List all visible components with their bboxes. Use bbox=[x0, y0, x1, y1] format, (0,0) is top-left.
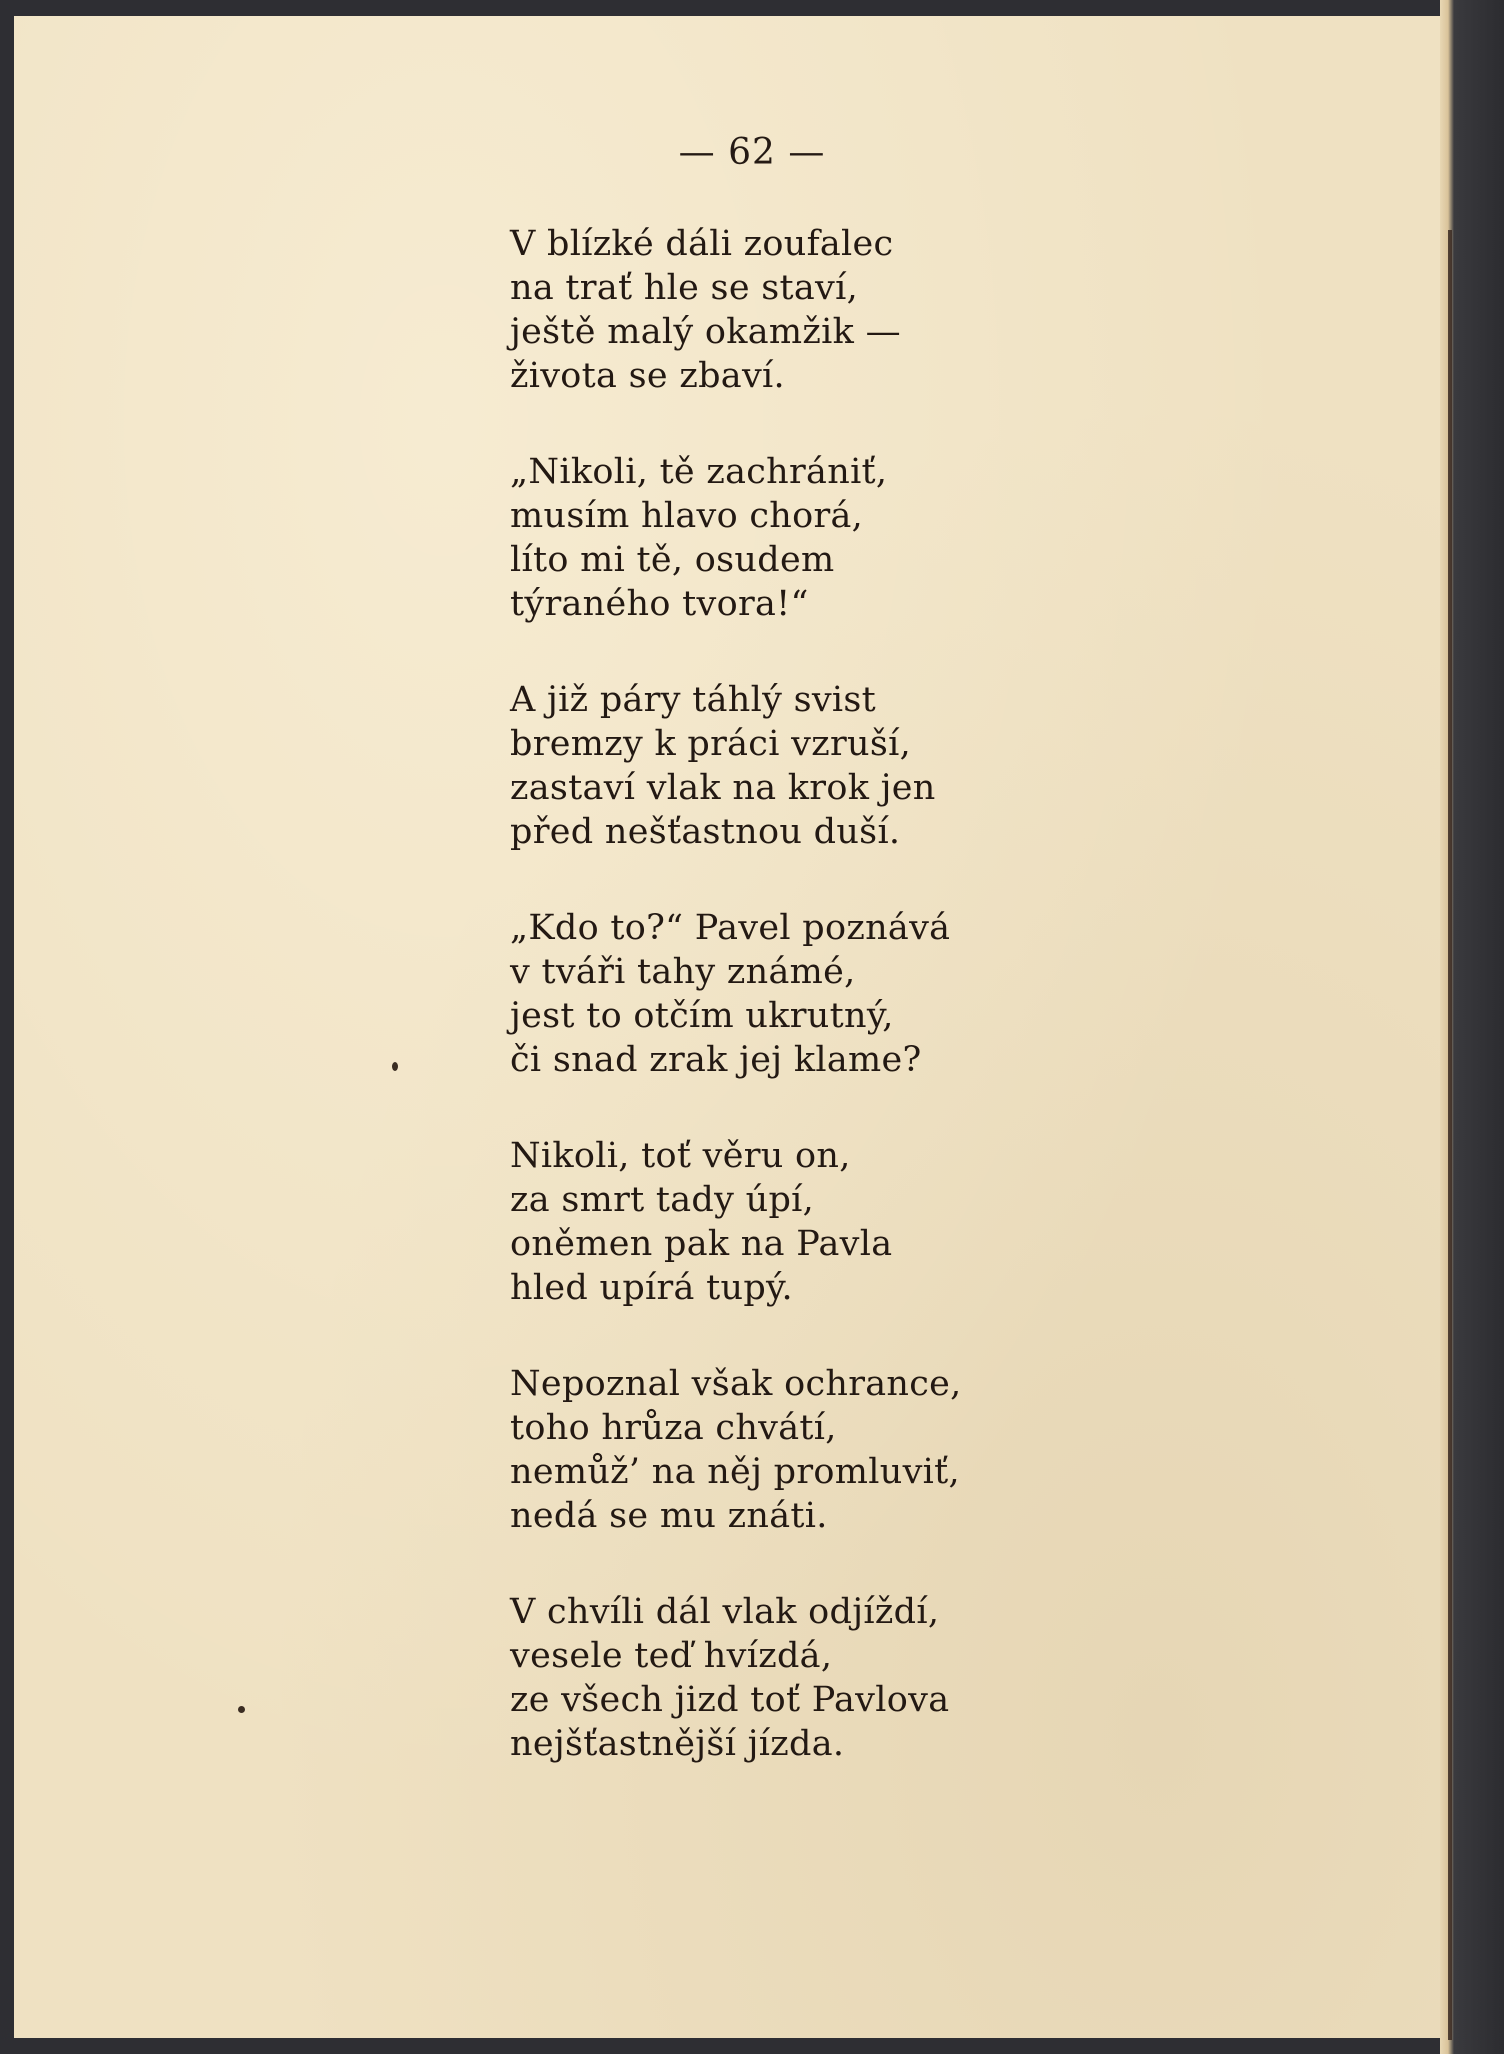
gutter-shadow bbox=[1448, 230, 1452, 2040]
stanza bbox=[510, 222, 1410, 398]
poem-line: hled upírá tupý. bbox=[510, 1268, 793, 1308]
stanza bbox=[510, 1590, 1410, 1766]
poem-line: před nešťastnou duší. bbox=[510, 812, 901, 852]
poem-line: za smrt tady úpí, bbox=[510, 1180, 815, 1220]
ink-speck bbox=[238, 1706, 245, 1713]
stanza bbox=[510, 678, 1410, 854]
poem-line: „Nikoli, tě zachrániť, bbox=[510, 452, 888, 492]
poem-line: toho hrůza chvátí, bbox=[510, 1408, 837, 1448]
stanza bbox=[510, 1362, 1410, 1538]
poem-line: v tváři tahy známé, bbox=[510, 952, 856, 992]
poem-line: nemůž’ na něj promluviť, bbox=[510, 1452, 960, 1492]
poem-line: nejšťastnější jízda. bbox=[510, 1724, 845, 1764]
poem-line: či snad zrak jej klame? bbox=[510, 1040, 922, 1080]
poem-line: týraného tvora!“ bbox=[510, 584, 809, 624]
poem-line: Nepoznal však ochrance, bbox=[510, 1364, 962, 1404]
ink-speck bbox=[392, 1062, 398, 1071]
poem-line: Nikoli, toť věru on, bbox=[510, 1136, 851, 1176]
poem-line: V chvíli dál vlak odjíždí, bbox=[510, 1592, 940, 1632]
poem bbox=[510, 222, 1410, 1818]
poem-line: života se zbaví. bbox=[510, 356, 785, 396]
poem-line: musím hlavo chorá, bbox=[510, 496, 864, 536]
poem-line: jest to otčím ukrutný, bbox=[510, 996, 894, 1036]
stanza bbox=[510, 1134, 1410, 1310]
poem-line: ze všech jizd toť Pavlova bbox=[510, 1680, 950, 1720]
poem-line: A již páry táhlý svist bbox=[510, 680, 877, 720]
stanza bbox=[510, 906, 1410, 1082]
poem-line: „Kdo to?“ Pavel poznává bbox=[510, 908, 951, 948]
page-number: — 62 — bbox=[678, 132, 826, 173]
poem-line: zastaví vlak na krok jen bbox=[510, 768, 936, 808]
poem-line: na trať hle se staví, bbox=[510, 268, 859, 308]
poem-line: oněmen pak na Pavla bbox=[510, 1224, 893, 1264]
poem-line: V blízké dáli zoufalec bbox=[510, 224, 894, 264]
poem-line: líto mi tě, osudem bbox=[510, 540, 835, 580]
stanza bbox=[510, 450, 1410, 626]
poem-line: vesele teď hvízdá, bbox=[510, 1636, 833, 1676]
poem-line: nedá se mu znáti. bbox=[510, 1496, 828, 1536]
poem-line: bremzy k práci vzruší, bbox=[510, 724, 911, 764]
poem-line: ještě malý okamžik — bbox=[510, 312, 901, 352]
